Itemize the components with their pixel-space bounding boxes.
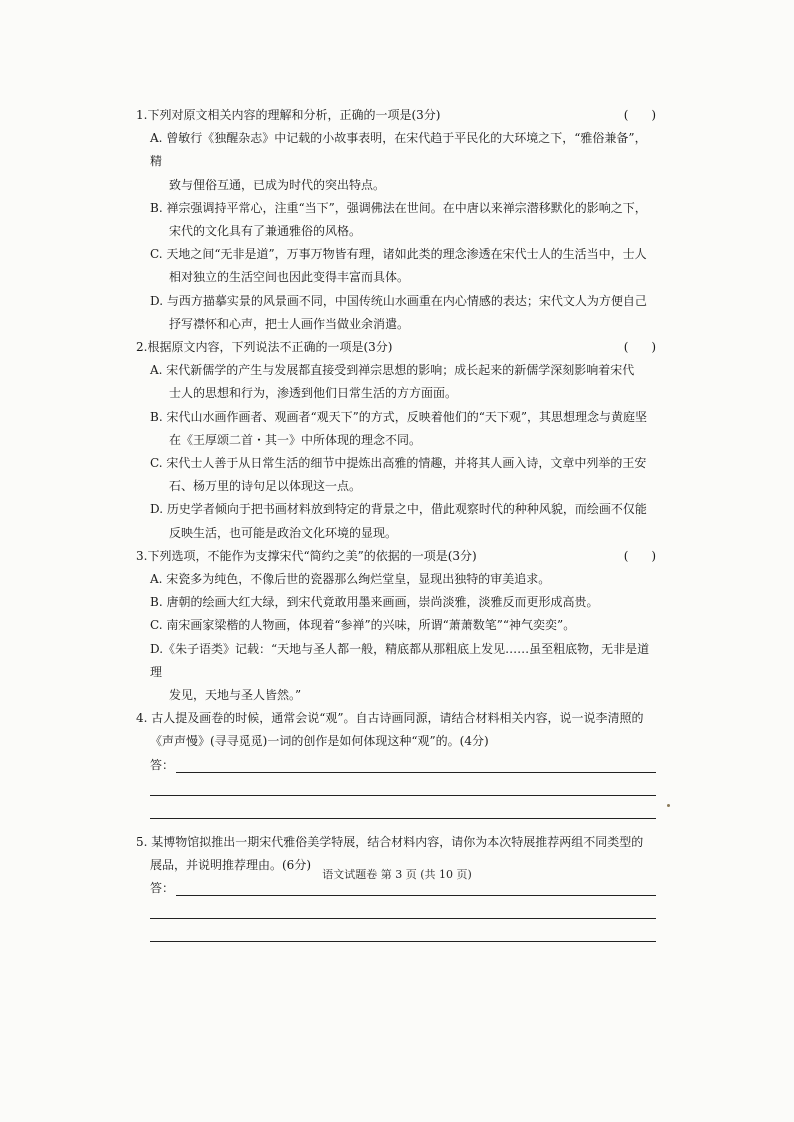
option-text-continued: 抒写襟怀和心声，把士人画作当做业余消遣。: [169, 316, 410, 331]
option-text-continued: 发见，天地与圣人皆然。”: [169, 688, 302, 703]
answer-rule: [168, 895, 656, 896]
option-a: [136, 127, 656, 197]
option-text-continued: 宋代的文化具有了兼通雅俗的风格。: [169, 224, 362, 239]
option-text: B. 宋代山水画作画者、观画者“观天下”的方式，反映着他们的“天下观”，其思想理念与黄庭坚: [150, 409, 647, 424]
question-stem-text: 5. 某博物馆拟推出一期宋代雅俗美学特展，结合材料内容，请你为本次特展推荐两组不同类型的: [136, 834, 644, 849]
question-4: [136, 707, 656, 822]
question-2: [136, 336, 656, 545]
question-stem: [136, 104, 656, 127]
option-c: [136, 452, 656, 498]
answer-label: 答：: [150, 754, 176, 777]
option-d: [136, 498, 656, 544]
option-c: [136, 243, 656, 289]
answer-line[interactable]: [136, 777, 656, 800]
option-b: [136, 406, 656, 452]
option-b: [136, 591, 656, 614]
question-5: [136, 831, 656, 946]
answer-line[interactable]: [136, 900, 656, 923]
exam-content: [136, 104, 656, 946]
answer-line[interactable]: [136, 923, 656, 946]
answer-bracket: ( ): [623, 548, 656, 563]
question-stem-text: 3.下列选项，不能作为支撑宋代“简约之美”的依据的一项是(3分): [136, 548, 477, 563]
answer-rule: [150, 941, 656, 942]
answer-rule: [150, 818, 656, 819]
question-stem-text: 2.根据原文内容，下列说法不正确的一项是(3分): [136, 340, 393, 355]
question-stem-continued: 《声声慢》(寻寻觅觅)一词的创作是如何体现这种“观”的。(4分): [150, 734, 489, 749]
scan-speck: [667, 804, 670, 807]
spacer: [136, 823, 656, 831]
option-text: D. 与西方描摹实景的风景画不同，中国传统山水画重在内心情感的表达；宋代文人为方便自己: [150, 293, 647, 308]
option-a: [136, 568, 656, 591]
option-text-continued: 反映生活，也可能是政治文化环境的显现。: [169, 525, 398, 540]
option-d: [136, 638, 656, 708]
option-text: D. 历史学者倾向于把书画材料放到特定的背景之中，借此观察时代的种种风貌，而绘画不仅能: [150, 502, 647, 517]
question-stem: [136, 545, 656, 568]
question-3: [136, 545, 656, 707]
option-text: D.《朱子语类》记载：“天地与圣人都一般，精底都从那粗底上发见……虽至粗底物，无非是道理: [150, 641, 650, 679]
option-text: C. 南宋画家梁楷的人物画，体现着“参禅”的兴味，所谓“萧萧数笔”“神气奕奕”。: [150, 618, 576, 633]
option-text: B. 唐朝的绘画大红大绿，到宋代竟敢用墨来画画，崇尚淡雅，淡雅反而更形成高贵。: [150, 595, 599, 610]
option-text-continued: 相对独立的生活空间也因此变得丰富而具体。: [169, 270, 410, 285]
option-text: A. 宋瓷多为纯色，不像后世的瓷器那么绚烂堂皇，显现出独特的审美追求。: [150, 572, 551, 587]
question-stem: [136, 336, 656, 359]
option-text: A. 曾敏行《独醒杂志》中记载的小故事表明，在宋代趋于平民化的大环境之下，“雅俗兼备”，精: [150, 131, 647, 169]
option-text-continued: 石、杨万里的诗句足以体现这一点。: [169, 479, 362, 494]
option-text: C. 天地之间“无非是道”，万事万物皆有理，诸如此类的理念渗透在宋代士人的生活当中，士人: [150, 247, 647, 262]
option-c: [136, 614, 656, 637]
question-stem-text: 4. 古人提及画卷的时候，通常会说“观”。自古诗画同源，请结合材料相关内容，说一说李清照的: [136, 711, 644, 726]
option-text: B. 禅宗强调持平常心，注重“当下”，强调佛法在世间。在中唐以来禅宗潜移默化的影响之下，: [150, 200, 647, 215]
question-stem-text: 1.下列对原文相关内容的理解和分析，正确的一项是(3分): [136, 108, 441, 122]
answer-label: 答：: [150, 877, 176, 900]
answer-rule: [150, 918, 656, 919]
answer-line[interactable]: [136, 754, 656, 777]
option-text-continued: 在《王厚颂二首・其一》中所体现的理念不同。: [169, 432, 422, 447]
answer-rule: [150, 795, 656, 796]
answer-line[interactable]: [136, 800, 656, 823]
option-text-continued: 士人的思想和行为，渗透到他们日常生活的方方面面。: [169, 386, 458, 401]
option-text: C. 宋代士人善于从日常生活的细节中提炼出高雅的情趣，并将其人画入诗，文章中列举的王安: [150, 456, 647, 471]
answer-bracket: ( ): [623, 340, 656, 355]
option-text: A. 宋代新儒学的产生与发展都直接受到禅宗思想的影响；成长起来的新儒学深刻影响着宋代: [150, 363, 635, 378]
answer-bracket: ( ): [623, 108, 656, 122]
option-text-continued: 致与俚俗互通，已成为时代的突出特点。: [169, 177, 386, 192]
question-stem-continued: 展品，并说明推荐理由。(6分): [150, 857, 311, 872]
option-d: [136, 290, 656, 336]
option-b: [136, 197, 656, 243]
page-footer: 语文试题卷 第 3 页 (共 10 页): [322, 868, 472, 881]
option-a: [136, 359, 656, 405]
answer-rule: [168, 772, 656, 773]
question-1: [136, 104, 656, 336]
